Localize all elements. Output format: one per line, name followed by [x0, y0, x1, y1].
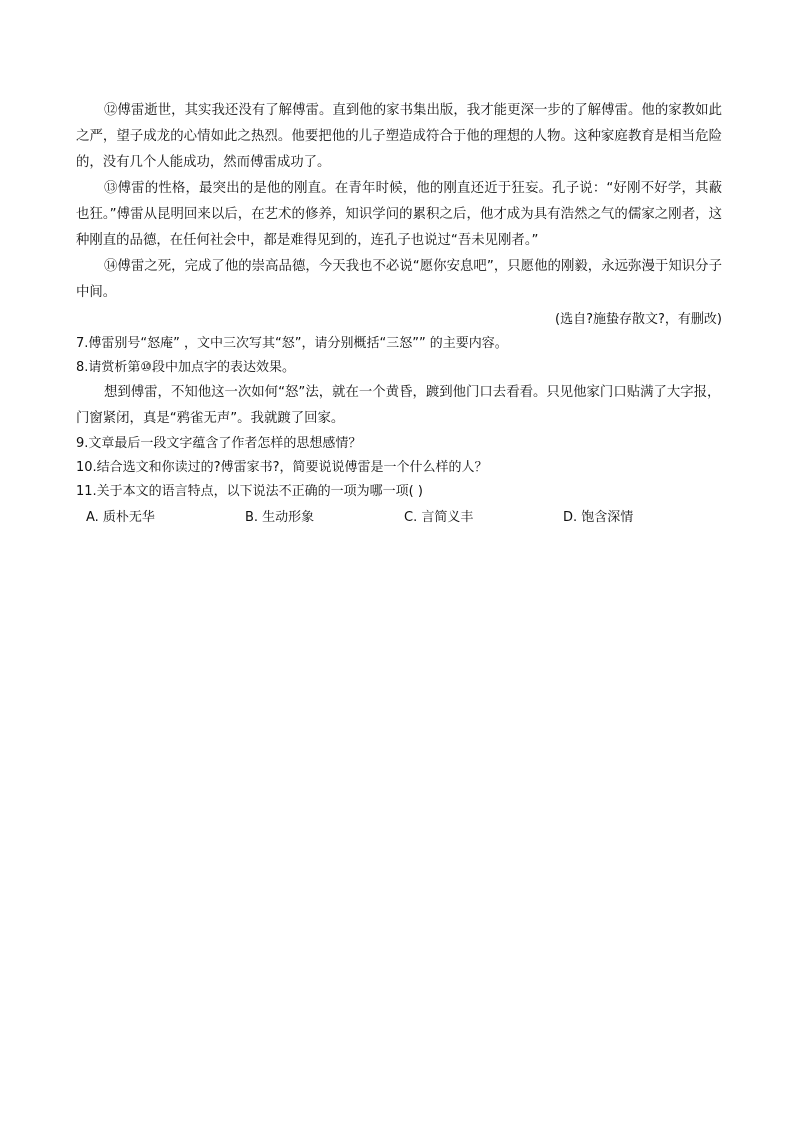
- paragraph-14: ⑭傅雷之死，完成了他的崇高品德，今天我也不必说“愿你安息吧”，只愿他的刚毅，永远弥漫于知识分子中间。: [76, 259, 722, 300]
- source-citation: (选自?施蛰存散文?，有删改): [555, 312, 722, 327]
- question-7: 7.傅雷别号“怒庵” ，文中三次写其“怒”，请分别概括“三怒”” 的主要内容。: [76, 336, 508, 351]
- option-a: A. 质朴无华: [86, 510, 155, 525]
- option-b: B. 生动形象: [245, 510, 315, 525]
- question-9: 9.文章最后一段文字蕴含了作者怎样的思想感情？: [76, 436, 362, 451]
- document-content: [76, 98, 722, 530]
- question-10: 10.结合选文和你读过的?傅雷家书?，简要说说傅雷是一个什么样的人？: [76, 460, 488, 475]
- option-c: C. 言简义丰: [404, 510, 474, 525]
- option-d: D. 饱含深情: [563, 510, 634, 525]
- question-8: 8.请赏析第⑩段中加点字的表达效果。: [76, 360, 296, 375]
- question-8-excerpt: 想到傅雷，不知他这一次如何“怒”法，就在一个黄昏，踱到他门口去看看。只见他家门口贴满了大字报，门窗紧闭，真是“鸦雀无声”。我就踱了回家。: [76, 385, 721, 426]
- question-11-options: [86, 506, 722, 530]
- question-11: 11.关于本文的语言特点，以下说法不正确的一项为哪一项( ): [76, 484, 423, 499]
- paragraph-12: ⑫傅雷逝世，其实我还没有了解傅雷。直到他的家书集出版，我才能更深一步的了解傅雷。他的家教如此之严，望子成龙的心情如此之热烈。他要把他的儿子塑造成符合于他的理想的人物。这种家庭教育是相当危险的，没有几个人能成功，然而傅雷成功了。: [76, 103, 722, 170]
- paragraph-13: ⑬傅雷的性格，最突出的是他的刚直。在青年时候，他的刚直还近于狂妄。孔子说：“好刚不好学，其蔽也狂。”傅雷从昆明回来以后，在艺术的修养，知识学问的累积之后，他才成为具有浩然之气的儒家之刚者，这种刚直的品德，在任何社会中，都是难得见到的，连孔子也说过“吾未见刚者。”: [76, 181, 722, 248]
